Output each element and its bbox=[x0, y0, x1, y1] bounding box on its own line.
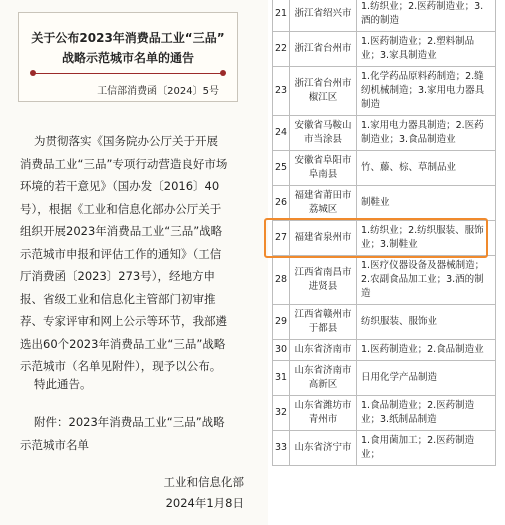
row-category: 竹、藤、棕、草制品业 bbox=[357, 151, 496, 186]
row-number: 23 bbox=[273, 67, 290, 116]
row-region: 江西省南昌市进贤县 bbox=[290, 256, 357, 305]
divider-dot-left bbox=[30, 70, 36, 76]
title-divider bbox=[33, 73, 223, 74]
row-region: 福建省莆田市荔城区 bbox=[290, 186, 357, 221]
issuer-name: 工业和信息化部 bbox=[163, 475, 244, 489]
closing-text: 特此通告。 bbox=[34, 377, 92, 391]
row-region: 山东省济南市高新区 bbox=[290, 361, 357, 396]
table-row bbox=[273, 0, 496, 32]
row-category: 1.食品制造业；2.医药制造业；3.纸制品制造 bbox=[357, 396, 496, 431]
table-row bbox=[273, 431, 496, 466]
row-number: 21 bbox=[273, 0, 290, 32]
row-category: 1.医药制造业；2.食品制造业 bbox=[357, 340, 496, 361]
row-region: 安徽省马鞍山市当涂县 bbox=[290, 116, 357, 151]
body-line: 为贯彻落实《国务院办公厅关于开展 bbox=[34, 134, 218, 148]
row-region: 山东省济宁市 bbox=[290, 431, 357, 466]
notice-attachment bbox=[20, 411, 250, 456]
body-line: 号），根据《工业和信息化部办公厅关于 bbox=[20, 201, 222, 216]
table-row bbox=[273, 67, 496, 116]
table-row bbox=[273, 186, 496, 221]
issue-date: 2024年1月8日 bbox=[165, 496, 244, 510]
table-row bbox=[273, 256, 496, 305]
table-row bbox=[273, 305, 496, 340]
row-number: 30 bbox=[273, 340, 290, 361]
document-number: 工信部消费函〔2024〕5号 bbox=[97, 86, 219, 97]
row-region: 安徽省阜阳市阜南县 bbox=[290, 151, 357, 186]
notice-body bbox=[20, 130, 250, 378]
city-list-panel bbox=[272, 0, 505, 525]
notice-closing bbox=[20, 373, 250, 396]
row-region: 浙江省台州市椒江区 bbox=[290, 67, 357, 116]
attachment-line: 示范城市名单 bbox=[20, 437, 89, 452]
attachment-line: 附件：2023年消费品工业“三品”战略 bbox=[34, 415, 225, 429]
row-number: 27 bbox=[273, 221, 290, 256]
row-number: 24 bbox=[273, 116, 290, 151]
table-row bbox=[273, 396, 496, 431]
body-line: 消费品工业“三品”专项行动营造良好市场 bbox=[20, 156, 228, 171]
row-number: 32 bbox=[273, 396, 290, 431]
body-line: 环境的若干意见》（国办发〔2016〕40 bbox=[20, 179, 220, 193]
row-category: 1.医疗仪器设备及器械制造；2.农副食品加工业；3.酒的制造 bbox=[357, 256, 496, 305]
row-category: 制鞋业 bbox=[357, 186, 496, 221]
notice-title-box bbox=[18, 12, 238, 102]
row-category: 1.家用电力器具制造；2.医药制造业；3.食品制造业 bbox=[357, 116, 496, 151]
table-row bbox=[273, 116, 496, 151]
table-row bbox=[273, 340, 496, 361]
row-region: 浙江省台州市 bbox=[290, 32, 357, 67]
body-line: 选出60个2023年消费品工业“三品”战略 bbox=[20, 336, 226, 351]
notice-title-line1: 关于公布2023年消费品工业“三品” bbox=[31, 31, 225, 45]
divider-dot-right bbox=[220, 70, 226, 76]
table-row bbox=[273, 151, 496, 186]
row-26-highlight bbox=[264, 218, 488, 258]
row-category: 1.医药制造业；2.塑料制品业；3.家具制造业 bbox=[357, 32, 496, 67]
row-number: 26 bbox=[273, 186, 290, 221]
body-line: 荐、专家评审和网上公示等环节，我部遴 bbox=[20, 314, 227, 328]
row-number: 25 bbox=[273, 151, 290, 186]
table-row bbox=[273, 32, 496, 67]
row-category: 1.食用菌加工；2.医药制造业； bbox=[357, 431, 496, 466]
body-line: 示范城市申报和评估工作的通知》（工信 bbox=[20, 246, 222, 261]
body-line: 组织开展2023年消费品工业“三品”战略 bbox=[20, 224, 223, 238]
row-category: 纺织服装、服饰业 bbox=[357, 305, 496, 340]
body-line: 报、省级工业和信息化主管部门初审推 bbox=[20, 291, 216, 306]
row-region: 江西省赣州市于都县 bbox=[290, 305, 357, 340]
table-row bbox=[273, 361, 496, 396]
row-region: 浙江省绍兴市 bbox=[290, 0, 357, 32]
row-category: 1.纺织业；2.医药制造业；3.酒的制造 bbox=[357, 0, 496, 32]
body-line: 厅消费函〔2023〕273号），经地方申 bbox=[20, 269, 215, 283]
row-region: 山东省济南市 bbox=[290, 340, 357, 361]
row-number: 33 bbox=[273, 431, 290, 466]
row-category: 日用化学产品制造 bbox=[357, 361, 496, 396]
row-number: 29 bbox=[273, 305, 290, 340]
row-region: 福建省泉州市 bbox=[290, 221, 357, 256]
body-line: 示范城市（名单见附件），现予以公布。 bbox=[20, 359, 222, 373]
row-number: 22 bbox=[273, 32, 290, 67]
row-category: 1.化学药品原料药制造；2.缝纫机械制造；3.家用电力器具制造 bbox=[357, 67, 496, 116]
row-number: 31 bbox=[273, 361, 290, 396]
row-region: 山东省潍坊市青州市 bbox=[290, 396, 357, 431]
notice-title-line2: 战略示范城市名单的通告 bbox=[61, 51, 194, 65]
row-category: 1.纺织业；2.纺织服装、服饰业；3.制鞋业 bbox=[357, 221, 496, 256]
row-number: 28 bbox=[273, 256, 290, 305]
